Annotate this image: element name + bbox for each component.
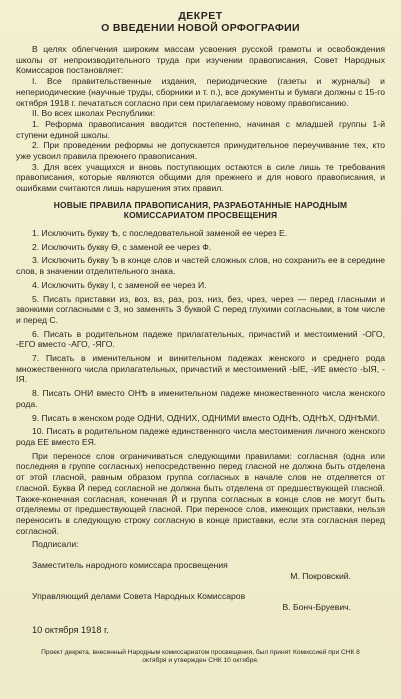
signed-label: Подписали: — [32, 539, 79, 550]
document-title: ДЕКРЕТ — [178, 10, 223, 22]
section-2-item: 3. Для всех учащихся и вновь поступающих остаются в силе лишь те требования правописания, которые являются общими для прежнего и для нового правописания, и ошибками считаются лишь нарушения этих правил. — [16, 161, 385, 194]
section-2-item: 1. Реформа правописания вводится постепенно, начиная с младшей группы 1-й ступени единой школы. — [16, 118, 385, 140]
rule-item: 4. Исключить букву І, с заменой ее через И. — [32, 279, 207, 290]
signature-role: Заместитель народного комиссара просвещения — [32, 560, 228, 571]
rule-item: 1. Исключить букву Ѣ, с последовательной заменой ее через Е. — [32, 228, 288, 239]
rule-item: 7. Писать в именительном и винительном падежах женского и среднего рода множественного числа прилагательных, причастий и местоимений -ЫЕ, -ИЕ вместо -ЫЯ, -IЯ. — [16, 353, 385, 385]
rule-item: 10. Писать в родительном падеже единственного числа местоимения личного женского рода ЕЕ вместо ЕЯ. — [16, 426, 385, 447]
signature-role: Управляющий делами Совета Народных Комиссаров — [32, 591, 246, 602]
document-subtitle: О ВВЕДЕНИИ НОВОЙ ОРФОГРАФИИ — [101, 22, 300, 34]
section-2-item: 2. При проведении реформы не допускается принудительное переучивание тех, кто уже усвоил правила прежнего правописания. — [16, 140, 385, 162]
footnote: Проект декрета, внесенный Народным комиссариатом просвещения, был принят Комиссией при СНК 8 октября и утвержден СНК 10 октября. — [41, 648, 360, 665]
rule-item: 3. Исключить букву Ъ в конце слов и частей сложных слов, но сохранить ее в середине слов, в значении отделительного знака. — [16, 255, 385, 277]
section-2-title: II. Во всех школах Республики: — [32, 108, 156, 119]
signature-name: М. Покровский. — [290, 570, 351, 581]
rule-item: 6. Писать в родительном падеже прилагательных, причастий и местоимений -ОГО, -ЕГО вместо -АГО, -ЯГО. — [16, 328, 385, 350]
signature-block — [16, 591, 385, 612]
rule-item: 2. Исключить букву Ѳ, с заменой ее через Ф. — [32, 241, 212, 252]
signature-block — [16, 560, 385, 581]
rule-item: 9. Писать в женском роде ОДНИ, ОДНИХ, ОДНИМИ вместо ОДНѢ, ОДНѢХ, ОДНѢМИ. — [32, 412, 380, 423]
signature-name: В. Бонч-Бруевич. — [282, 602, 351, 613]
section-1-paragraph: I. Все правительственные издания, периодические (газеты и журналы) и непериодические (научные труды, сборники и т. п.), все документы и бумаги должны с 15-го октября 1918 г. печататься согласно при сем прилагаемому новому правописанию. — [16, 76, 385, 108]
decree-date: 10 октября 1918 г. — [32, 624, 109, 635]
rules-heading: НОВЫЕ ПРАВИЛА ПРАВОПИСАНИЯ, РАЗРАБОТАННЫЕ НАРОДНЫМ КОМИССАРИАТОМ ПРОСВЕЩЕНИЯ — [53, 199, 348, 221]
rule-item: 8. Писать ОНИ вместо ОНѢ в именительном падеже множественного числа женского рода. — [16, 388, 385, 409]
rule-item: 5. Писать приставки из, воз, вз, раз, роз, низ, без, чрез, через — перед гласными и звонкими согласными с З, но заменять З буквой С перед глухими согласными, в том числе и перед С. — [16, 293, 385, 325]
preamble-paragraph: В целях облегчения широким массам усвоения русской грамоты и освобождения школы от непроизводительного труда при изучении правописания, Совет Народных Комиссаров постановляет: — [16, 44, 385, 76]
hyphenation-rules: При переносе слов ограничиваться следующими правилами: согласная (одна или последняя в группе согласных) непосредственно перед гласной не должна быть отделена от этой гласной, равным образом группа согласных в начале слов не отделяется от гласной. Буква Й перед согласной не должна быть отделена от предшествующей гласной. Также-конечная согласная, конечная Й и группа согласных в конце слов не могут быть отделяемы от предшествующей гласной. При переносе слов, имеющих приставки, нельзя переносить в следующую строку согласную в конце приставки, если эта согласная перед согласной. — [16, 450, 385, 536]
